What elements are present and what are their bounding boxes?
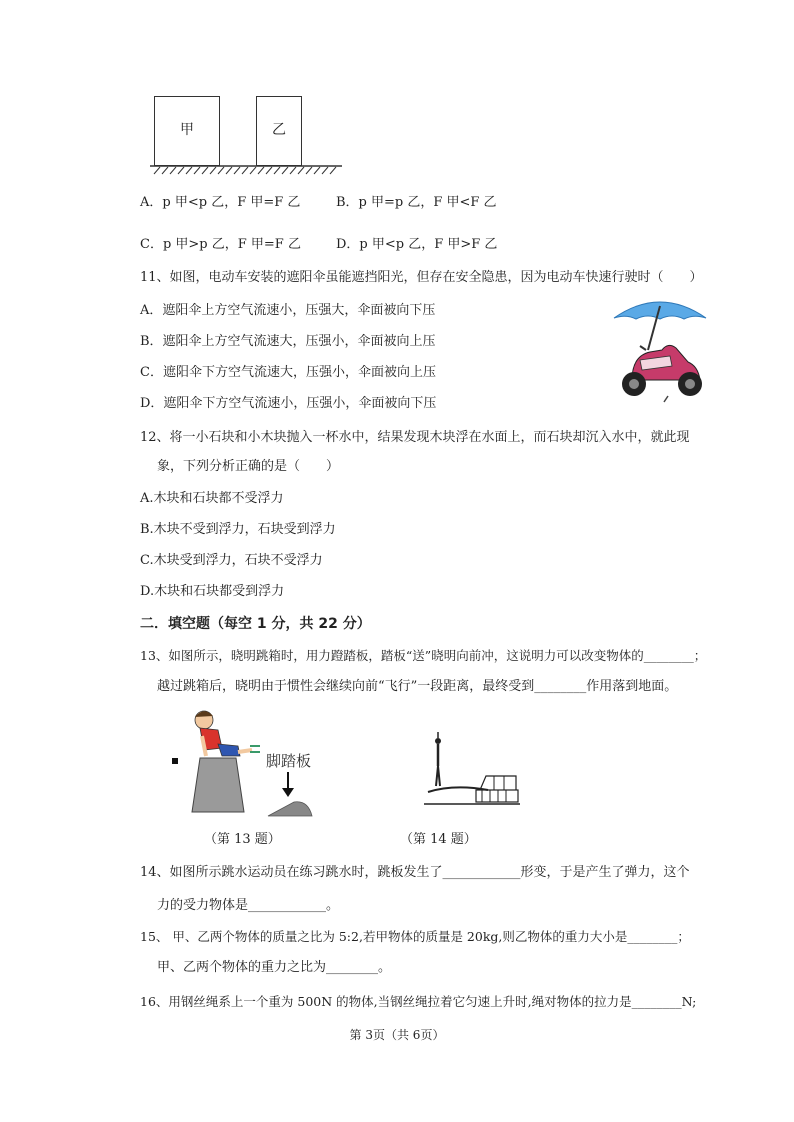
section-2-title: 二．填空题（每空 1 分，共 22 分）: [140, 616, 371, 632]
block-yi: [256, 96, 302, 166]
q12-option-c: C.木块受到浮力，石块不受浮力: [140, 553, 323, 568]
q10-option-b: B．p 甲=p 乙，F 甲<F 乙: [336, 195, 497, 210]
q12-stem-line1: 12、将一小石块和小木块抛入一杯水中，结果发现木块浮在水面上，而石块却沉入水中，就此现: [140, 430, 690, 445]
q16-line1: 16、用钢丝绳系上一个重为 500N 的物体,当钢丝绳拉着它匀速上升时,绳对物体的拉力是________N;: [140, 994, 697, 1009]
springboard-arrow-image: [266, 770, 316, 822]
q13-line2: 越过跳箱后，晓明由于惯性会继续向前“飞行”一段距离，最终受到________作用落到地面。: [157, 679, 678, 694]
q13-line1: 13、如图所示，晓明跳箱时，用力蹬踏板，踏板“送”晓明向前冲，这说明力可以改变物体的________；: [140, 648, 707, 663]
q15-line1: 15、 甲、乙两个物体的质量之比为 5:2,若甲物体的质量是 20kg,则乙物体的重力大小是________；: [140, 929, 690, 944]
bullet-mark: [172, 758, 178, 764]
boy-vaulting-image: [182, 706, 262, 814]
page-footer: 第 3页（共 6页）: [349, 1028, 445, 1042]
q12-option-a: A.木块和石块都不受浮力: [140, 491, 284, 506]
q11-option-a: A．遮阳伞上方空气流速小，压强大，伞面被向下压: [140, 303, 436, 318]
q13-figure-caption: （第 13 题）: [204, 832, 281, 847]
pressure-blocks-figure: [150, 96, 345, 174]
block-yi-label: 乙: [272, 122, 286, 138]
springboard-label: 脚踏板: [266, 752, 312, 770]
q14-figure-caption: （第 14 题）: [400, 832, 477, 847]
q15-line2: 甲、乙两个物体的重力之比为________。: [157, 960, 392, 975]
q14-line1: 14、如图所示跳水运动员在练习跳水时，跳板发生了____________形变，于是产生了弹力，这个: [140, 865, 690, 880]
ground-hatching: [150, 165, 345, 175]
q10-option-c: C．p 甲>p 乙，F 甲=F 乙: [140, 237, 301, 252]
q12-stem-line2: 象，下列分析正确的是（ ）: [157, 459, 340, 474]
q11-stem: 11、如图，电动车安装的遮阳伞虽能遮挡阳光，但存在安全隐患，因为电动车快速行驶时（ ）: [140, 270, 703, 285]
q12-option-d: D.木块和石块都受到浮力: [140, 584, 285, 599]
q12-option-b: B.木块不受到浮力，石块受到浮力: [140, 522, 336, 537]
q11-option-b: B．遮阳伞上方空气流速大，压强小，伞面被向上压: [140, 334, 436, 349]
q10-option-a: A．p 甲<p 乙，F 甲=F 乙: [140, 195, 301, 210]
q11-option-c: C．遮阳伞下方空气流速大，压强小，伞面被向上压: [140, 365, 436, 380]
scooter-umbrella-image: [610, 292, 710, 404]
block-jia-label: 甲: [180, 122, 194, 138]
q11-option-d: D．遮阳伞下方空气流速小，压强小，伞面被向下压: [140, 396, 437, 411]
diver-springboard-image: [424, 730, 520, 806]
block-jia: [154, 96, 220, 166]
q13-figure: [168, 706, 328, 818]
q10-option-d: D．p 甲<p 乙，F 甲>F 乙: [336, 237, 498, 252]
q14-line2: 力的受力物体是____________。: [157, 898, 340, 913]
